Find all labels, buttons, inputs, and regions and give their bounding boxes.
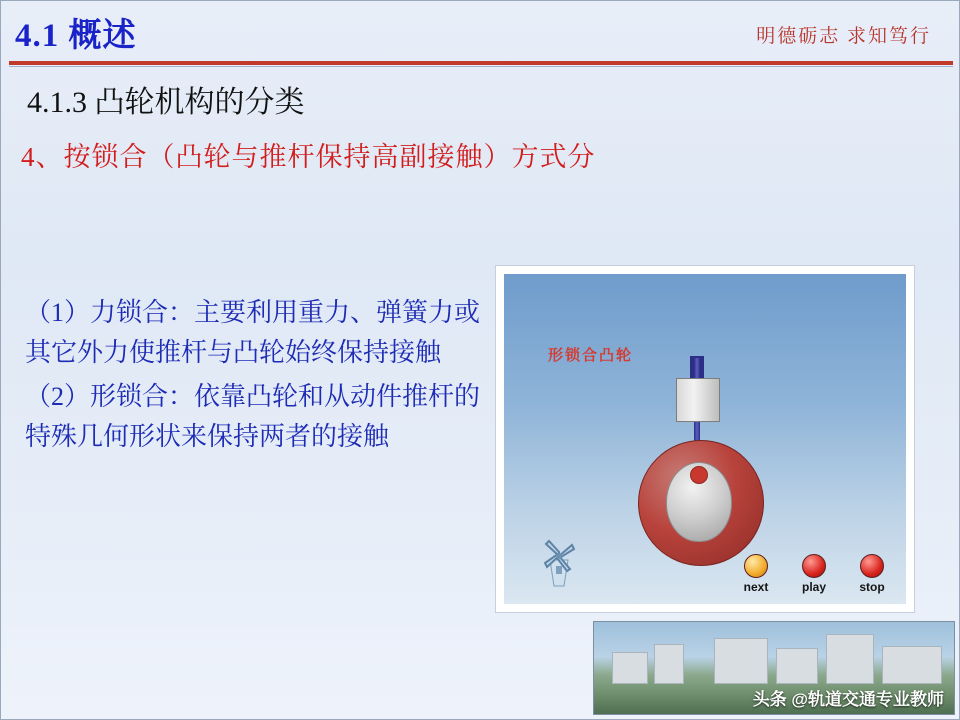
school-motto: 明德砺志 求知笃行: [756, 26, 931, 47]
body-text: [25, 293, 485, 457]
animation-caption: 形锁合凸轮: [548, 348, 634, 364]
building-shape: [714, 638, 768, 684]
section-heading: 4.1.3 凸轮机构的分类: [27, 86, 305, 119]
animation-stage: [504, 274, 906, 604]
rod-guide-block: [676, 378, 720, 422]
next-button[interactable]: [734, 554, 778, 594]
classification-heading: 4、按锁合（凸轮与推杆保持高副接触）方式分: [21, 142, 596, 172]
paragraph-1: （1）力锁合：主要利用重力、弹簧力或其它外力使推杆与凸轮始终保持接触: [25, 298, 481, 367]
building-shape: [612, 652, 648, 684]
windmill-icon: [536, 536, 582, 588]
stop-button[interactable]: [850, 554, 894, 594]
paragraph-2: （2）形锁合：依靠凸轮和从动件推杆的特殊几何形状来保持两者的接触: [25, 382, 481, 451]
building-shape: [826, 634, 874, 684]
playback-controls[interactable]: [734, 554, 894, 594]
header-divider-thin: [9, 66, 953, 67]
stop-lamp-icon: [860, 554, 884, 578]
next-button-label: next: [743, 580, 769, 594]
building-shape: [654, 644, 684, 684]
cam-hub: [690, 466, 708, 484]
building-shape: [882, 646, 942, 684]
building-shape: [776, 648, 818, 684]
animation-panel[interactable]: [495, 265, 915, 613]
header-divider: [9, 61, 953, 65]
campus-photo: [593, 621, 955, 715]
play-button-label: play: [801, 580, 826, 594]
play-button[interactable]: [792, 554, 836, 594]
page-title: 4.1 概述: [15, 18, 137, 54]
watermark-text: 头条 @轨道交通专业教师: [752, 690, 944, 709]
stop-button-label: stop: [859, 580, 885, 594]
play-lamp-icon: [802, 554, 826, 578]
next-lamp-icon: [744, 554, 768, 578]
slide-header: [1, 1, 960, 63]
